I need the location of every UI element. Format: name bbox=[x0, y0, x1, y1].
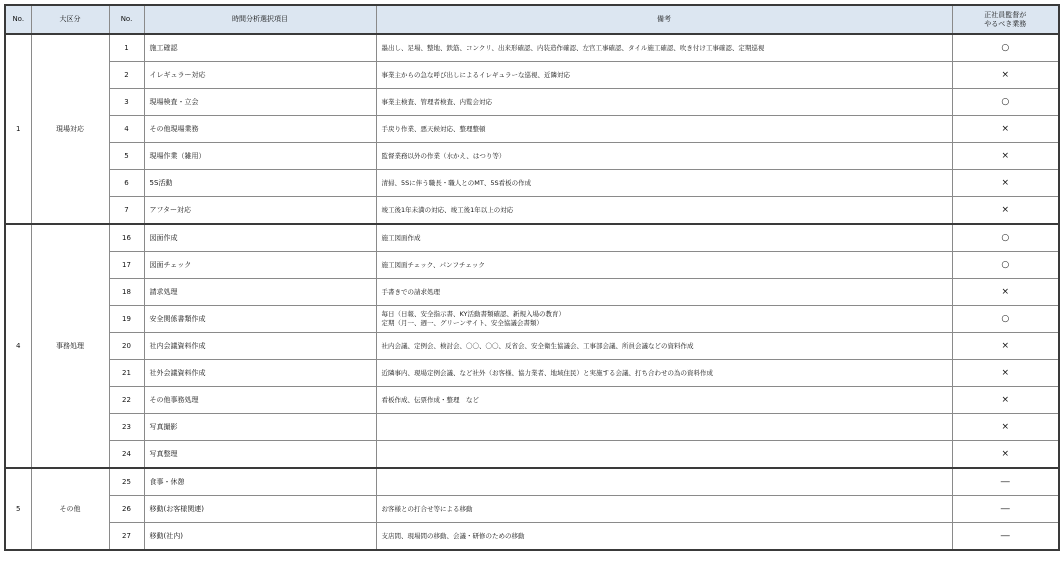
table-row bbox=[5, 441, 1059, 469]
item-no: 4 bbox=[109, 116, 144, 143]
table-row bbox=[5, 333, 1059, 360]
table-body bbox=[5, 34, 1059, 550]
item-remarks: 清掃、5Sに伴う職長・職人とのMT、5S看板の作成 bbox=[376, 170, 952, 197]
item-remarks: お客様との打合せ等による移動 bbox=[376, 496, 952, 523]
table-row bbox=[5, 116, 1059, 143]
table-row bbox=[5, 252, 1059, 279]
item-name: アフター対応 bbox=[144, 197, 376, 225]
item-name: その他事務処理 bbox=[144, 387, 376, 414]
item-no: 27 bbox=[109, 523, 144, 551]
table-row bbox=[5, 360, 1059, 387]
item-no: 6 bbox=[109, 170, 144, 197]
item-no: 20 bbox=[109, 333, 144, 360]
group-name: 現場対応 bbox=[31, 34, 109, 224]
item-no: 17 bbox=[109, 252, 144, 279]
item-no: 21 bbox=[109, 360, 144, 387]
item-name: 5S活動 bbox=[144, 170, 376, 197]
header-duty-line2: やるべき業務 bbox=[984, 19, 1027, 28]
group-no: 1 bbox=[5, 34, 31, 224]
item-name: 移動(社内) bbox=[144, 523, 376, 551]
item-no: 3 bbox=[109, 89, 144, 116]
header-item: 時間分析選択項目 bbox=[144, 5, 376, 34]
item-no: 24 bbox=[109, 441, 144, 469]
duty-mark: × bbox=[952, 62, 1059, 89]
header-item-no: No. bbox=[109, 5, 144, 34]
duty-mark: ○ bbox=[952, 89, 1059, 116]
table-row bbox=[5, 143, 1059, 170]
table-row bbox=[5, 279, 1059, 306]
duty-mark: × bbox=[952, 333, 1059, 360]
duty-mark: ― bbox=[952, 468, 1059, 496]
item-remarks: 支店間、現場間の移動、会議・研修のための移動 bbox=[376, 523, 952, 551]
duty-mark: × bbox=[952, 170, 1059, 197]
table-row bbox=[5, 62, 1059, 89]
item-remarks: 監督業務以外の作業（水かえ、はつり等） bbox=[376, 143, 952, 170]
header-duty bbox=[952, 5, 1059, 34]
item-name: 施工確認 bbox=[144, 34, 376, 62]
item-remarks bbox=[376, 441, 952, 469]
item-name: その他現場業務 bbox=[144, 116, 376, 143]
duty-mark: × bbox=[952, 279, 1059, 306]
duty-mark: ― bbox=[952, 523, 1059, 551]
table-row bbox=[5, 224, 1059, 252]
table-row bbox=[5, 387, 1059, 414]
item-no: 26 bbox=[109, 496, 144, 523]
item-remarks: 近隣事内、現場定例会議、など社外（お客様、協力業者、地域住民）と実施する会議、打ち合わせの為の資料作成 bbox=[376, 360, 952, 387]
item-name: 社内会議資料作成 bbox=[144, 333, 376, 360]
duty-mark: ○ bbox=[952, 34, 1059, 62]
table-row bbox=[5, 89, 1059, 116]
item-no: 1 bbox=[109, 34, 144, 62]
item-name: イレギュラー対応 bbox=[144, 62, 376, 89]
header-row bbox=[5, 5, 1059, 34]
item-remarks: 社内会議、定例会、検討会、〇〇、〇〇、反省会、安全衛生協議会、工事部会議、所員会議などの資料作成 bbox=[376, 333, 952, 360]
item-name: 現場作業（雑用） bbox=[144, 143, 376, 170]
item-remarks: 手書きでの請求処理 bbox=[376, 279, 952, 306]
duty-mark: ― bbox=[952, 496, 1059, 523]
item-remarks: 手戻り作業、悪天候対応、整理整頓 bbox=[376, 116, 952, 143]
item-name: 社外会議資料作成 bbox=[144, 360, 376, 387]
item-name: 安全関係書類作成 bbox=[144, 306, 376, 333]
item-remarks: 墨出し、足場、整地、鉄筋、コンクリ、出来形確認、内装造作確認、左官工事確認、タイル施工確認、吹き付け工事確認、定期巡視 bbox=[376, 34, 952, 62]
table-row bbox=[5, 170, 1059, 197]
item-remarks bbox=[376, 468, 952, 496]
duty-mark: × bbox=[952, 414, 1059, 441]
duty-mark: ○ bbox=[952, 306, 1059, 333]
table-row bbox=[5, 34, 1059, 62]
duty-mark: × bbox=[952, 441, 1059, 469]
item-remarks-line2: 定期（月一、週一、グリーンサイト、安全協議会書類） bbox=[381, 319, 543, 327]
table-row bbox=[5, 414, 1059, 441]
table-row bbox=[5, 306, 1059, 333]
item-remarks bbox=[376, 306, 952, 333]
item-no: 7 bbox=[109, 197, 144, 225]
item-name: 写真整理 bbox=[144, 441, 376, 469]
header-category: 大区分 bbox=[31, 5, 109, 34]
item-no: 23 bbox=[109, 414, 144, 441]
group-name: その他 bbox=[31, 468, 109, 550]
duty-mark: ○ bbox=[952, 252, 1059, 279]
item-name: 図面作成 bbox=[144, 224, 376, 252]
item-no: 19 bbox=[109, 306, 144, 333]
item-name: 移動(お客様関連) bbox=[144, 496, 376, 523]
item-remarks: 事業主検査、管理者検査、内覧会対応 bbox=[376, 89, 952, 116]
time-analysis-table bbox=[4, 4, 1060, 551]
header-duty-line1: 正社員監督が bbox=[984, 10, 1027, 19]
item-no: 25 bbox=[109, 468, 144, 496]
duty-mark: ○ bbox=[952, 224, 1059, 252]
table-row bbox=[5, 197, 1059, 225]
table-row bbox=[5, 468, 1059, 496]
duty-mark: × bbox=[952, 143, 1059, 170]
item-name: 請求処理 bbox=[144, 279, 376, 306]
item-name: 現場検査・立会 bbox=[144, 89, 376, 116]
header-remarks: 備考 bbox=[376, 5, 952, 34]
group-no: 5 bbox=[5, 468, 31, 550]
duty-mark: × bbox=[952, 360, 1059, 387]
item-remarks: 看板作成、伝票作成・整理 など bbox=[376, 387, 952, 414]
item-remarks: 施工図面チェック、パンフチェック bbox=[376, 252, 952, 279]
item-remarks: 事業主からの急な呼び出しによるイレギュラーな巡視、近隣対応 bbox=[376, 62, 952, 89]
item-name: 図面チェック bbox=[144, 252, 376, 279]
item-remarks-line1: 毎日（日報、安全指示書、KY活動書類確認、新規入場の教育） bbox=[381, 310, 566, 318]
item-no: 2 bbox=[109, 62, 144, 89]
table-row bbox=[5, 496, 1059, 523]
item-no: 18 bbox=[109, 279, 144, 306]
item-remarks: 施工図面作成 bbox=[376, 224, 952, 252]
table-row bbox=[5, 523, 1059, 551]
header-no: No. bbox=[5, 5, 31, 34]
group-name: 事務処理 bbox=[31, 224, 109, 468]
group-no: 4 bbox=[5, 224, 31, 468]
item-no: 5 bbox=[109, 143, 144, 170]
item-name: 食事・休憩 bbox=[144, 468, 376, 496]
item-remarks: 竣工後1年未満の対応、竣工後1年以上の対応 bbox=[376, 197, 952, 225]
item-no: 22 bbox=[109, 387, 144, 414]
item-no: 16 bbox=[109, 224, 144, 252]
duty-mark: × bbox=[952, 116, 1059, 143]
item-name: 写真撮影 bbox=[144, 414, 376, 441]
duty-mark: × bbox=[952, 197, 1059, 225]
item-remarks bbox=[376, 414, 952, 441]
duty-mark: × bbox=[952, 387, 1059, 414]
